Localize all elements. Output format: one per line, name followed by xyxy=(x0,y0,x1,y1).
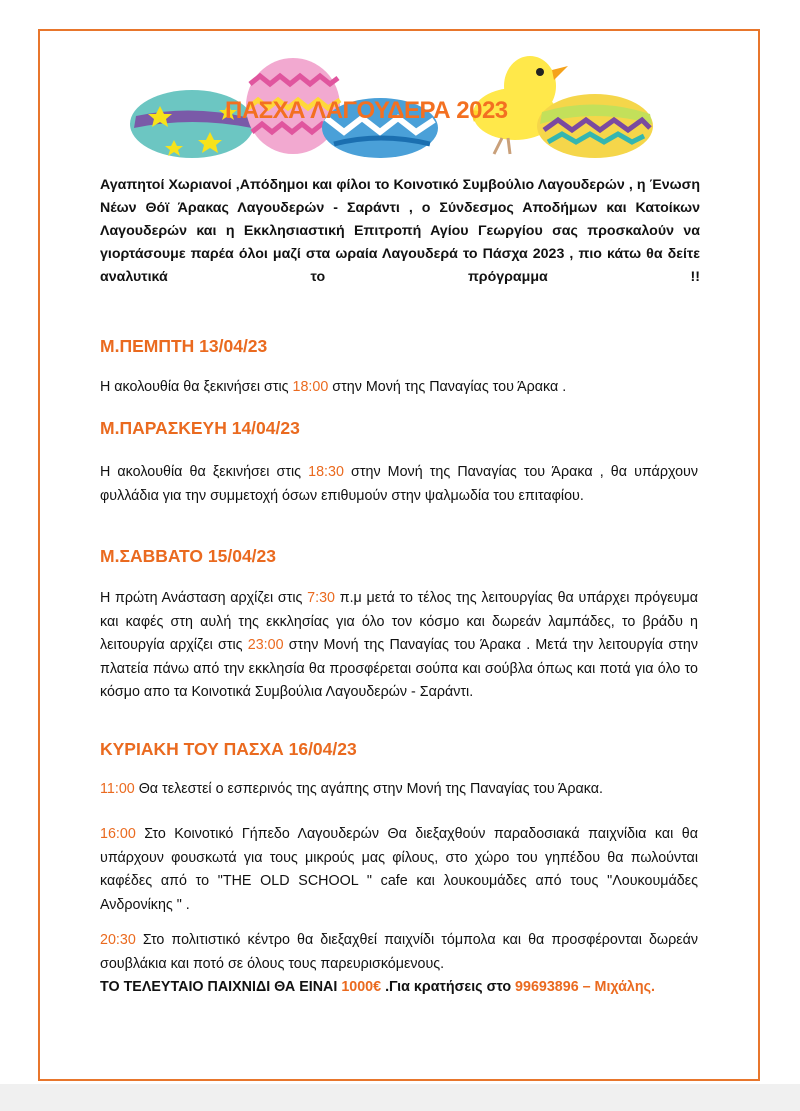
saturday-text-3: στην Μονή της Παναγίας του Άρακα . Μετά την λειτουργία στην πλατεία πάνω από την εκκλησία θα προσφέρεται σούπα και σούβλα όπως και ποτά για όλο το κόσμο απο τα Κοινοτικά Συμβούλια Λαγουδερών - Σαράντι. xyxy=(100,637,698,700)
sunday-time-3: 20:30 xyxy=(100,932,136,948)
thursday-heading: Μ.ΠΕΜΠΤΗ 13/04/23 xyxy=(100,336,268,356)
friday-heading: Μ.ΠΑΡΑΣΚΕΥΗ 14/04/23 xyxy=(100,418,300,438)
flyer-title: ΠΑΣΧΑ ΛΑΓΟΥΔΕΡΑ 2023 xyxy=(225,97,508,124)
saturday-heading: Μ.ΣΑΒΒΑΤΟ 15/04/23 xyxy=(100,546,277,566)
prize-line xyxy=(100,976,698,1000)
reservation-text: .Για κρατήσεις στο xyxy=(381,979,516,995)
intro-paragraph: Αγαπητοί Χωριανοί ,Απόδημοι και φίλοι το Κοινοτικό Συμβούλιο Λαγουδερών , η Ένωση Νέων Θόϊ Άρακας Λαγουδερών - Σαράντι , ο Σύνδεσμος Αποδήμων και Κατοίκων Λαγουδερών και η Εκκλησιαστική Επιτροπή Αγίου Γεωργίου σας προσκαλούν να γιορτάσουμε παρέα όλοι μαζί στα ωραία Λαγουδερά το Πάσχα 2023 , πιο κάτω θα δείτε αναλυτικά το πρόγραμμα !! xyxy=(100,177,700,285)
sunday-heading: ΚΥΡΙΑΚΗ ΤΟΥ ΠΑΣΧΑ 16/04/23 xyxy=(100,739,357,759)
sunday-time-2: 16:00 xyxy=(100,826,136,842)
saturday-paragraph xyxy=(100,587,698,705)
saturday-text-1: Η πρώτη Ανάσταση αρχίζει στις xyxy=(100,590,308,606)
sunday-event-3 xyxy=(100,929,698,1000)
thursday-location: στην Μονή της Παναγίας του Άρακα . xyxy=(328,379,567,395)
prize-text: ΤΟ ΤΕΛΕΥΤΑΙΟ ΠΑΙΧΝΙΔΙ ΘΑ ΕΙΝΑΙ xyxy=(100,979,342,995)
friday-text: Η ακολουθία θα ξεκινήσει στις xyxy=(100,464,309,480)
saturday-time-2: 23:00 xyxy=(247,637,284,653)
bottom-gray-strip xyxy=(0,1084,800,1111)
sunday-text-3: Στο πολιτιστικό κέντρο θα διεξαχθεί παιχνίδι τόμπολα και θα προσφέρονται δωρεάν σουβλάκια και ποτό σε όλους τους παρευρισκόμενους. xyxy=(100,932,698,972)
friday-paragraph xyxy=(100,461,698,508)
sunday-event-1 xyxy=(100,778,698,802)
thursday-time: 18:00 xyxy=(292,379,329,395)
friday-details: στην Μονή της Παναγίας του Άρακα , θα υπάρχουν φυλλάδια για την συμμετοχή όσων επιθυμούν στην ψαλμωδία του επιταφίου. xyxy=(100,464,698,504)
sunday-time-1: 11:00 xyxy=(100,781,135,797)
saturday-time-1: 7:30 xyxy=(307,590,335,606)
reservation-phone: 99693896 – Μιχάλης. xyxy=(515,979,656,995)
saturday-text-2: π.μ μετά το τέλος της λειτουργίας θα υπάρχει πρόγευμα και καφές στη αυλή της εκκλησίας για όλο τον κόσμο και δωρεάν λαμπάδες, το βράδυ η λειτουργία αρχίζει στις xyxy=(100,590,698,653)
sunday-text-2: Στο Κοινοτικό Γήπεδο Λαγουδερών Θα διεξαχθούν παραδοσιακά παιχνίδια και θα υπάρχουν φουσκωτά για τους μικρούς μας φίλους, στο χώρο του γηπέδου θα πωλούνται καφέδες από το "THE OLD SCHOOL " cafe και λουκουμάδες από τους "Λουκουμάδες Ανδρονίκης " . xyxy=(100,826,698,913)
sunday-event-2 xyxy=(100,823,698,917)
thursday-text: Η ακολουθία θα ξεκινήσει στις xyxy=(100,379,293,395)
sunday-text-1: Θα τελεστεί ο εσπερινός της αγάπης στην Μονή της Παναγίας του Άρακα. xyxy=(134,781,603,797)
prize-amount: 1000€ xyxy=(341,979,382,995)
friday-time: 18:30 xyxy=(308,464,344,480)
thursday-paragraph xyxy=(100,376,698,400)
